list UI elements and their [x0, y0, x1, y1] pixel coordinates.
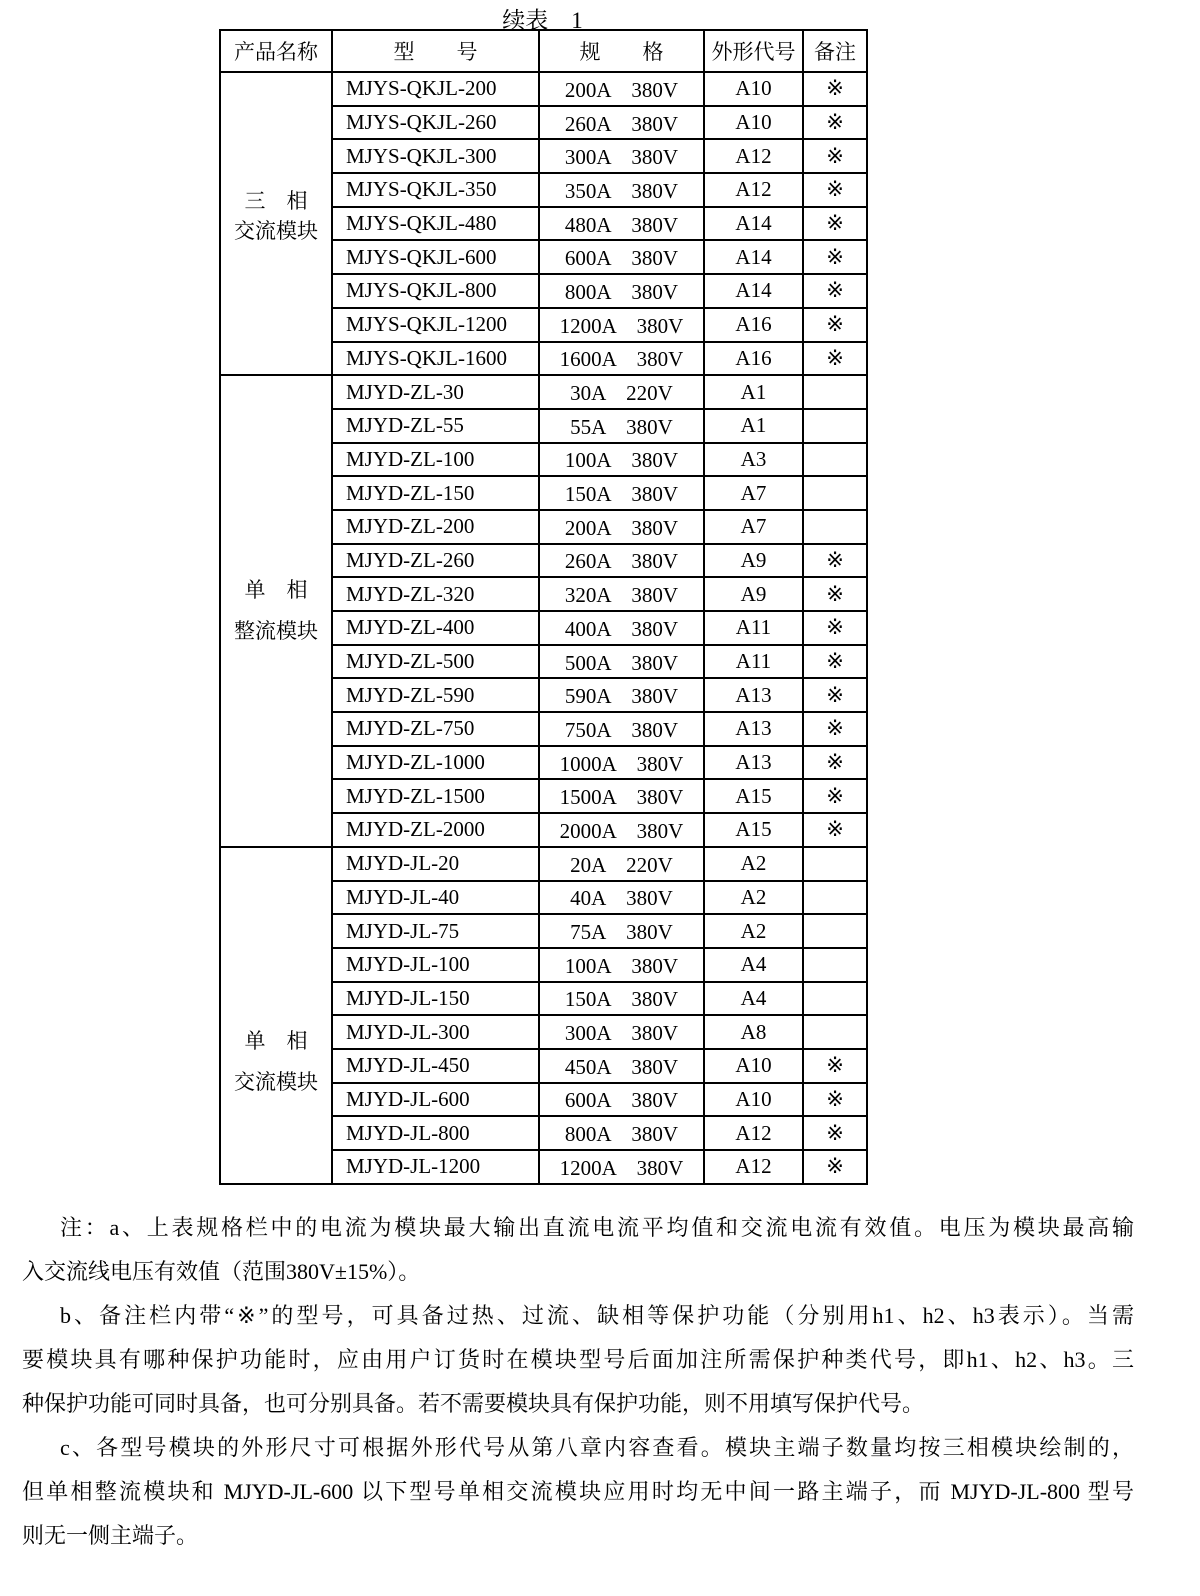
- model-cell: MJYD-ZL-2000: [332, 813, 539, 847]
- table-row: [220, 72, 867, 106]
- product-name-label: [221, 570, 331, 652]
- shape-code-cell: A1: [704, 409, 803, 443]
- product-name-cell: [220, 847, 332, 1184]
- model-cell: MJYS-QKJL-480: [332, 207, 539, 241]
- spec-cell: 320A 380V: [539, 577, 704, 611]
- spec-cell: 150A 380V: [539, 476, 704, 510]
- product-name-line: 交流模块: [234, 1070, 318, 1095]
- note-paragraph-2-line-0: c、各型号模块的外形尺寸可根据外形代号从第八章内容查看。模块主端子数量均按三相模块绘制的，: [60, 1435, 1134, 1460]
- spec-cell: 150A 380V: [539, 982, 704, 1016]
- model-cell: MJYS-QKJL-1200: [332, 308, 539, 342]
- remark-cell: ※: [803, 678, 867, 712]
- shape-code-cell: A13: [704, 712, 803, 746]
- shape-code-cell: A14: [704, 240, 803, 274]
- shape-code-cell: A2: [704, 914, 803, 948]
- shape-code-cell: A8: [704, 1015, 803, 1049]
- shape-code-cell: A10: [704, 72, 803, 106]
- remark-cell: ※: [803, 577, 867, 611]
- remark-cell: [803, 476, 867, 510]
- model-cell: MJYD-ZL-1500: [332, 779, 539, 813]
- spec-cell: 260A 380V: [539, 106, 704, 140]
- remark-cell: ※: [803, 544, 867, 578]
- spec-cell: 1200A 380V: [539, 308, 704, 342]
- spec-cell: 800A 380V: [539, 1116, 704, 1150]
- remark-cell: [803, 982, 867, 1016]
- spec-cell: 55A 380V: [539, 409, 704, 443]
- shape-code-cell: A4: [704, 982, 803, 1016]
- shape-code-cell: A10: [704, 1083, 803, 1117]
- shape-code-cell: A9: [704, 577, 803, 611]
- model-cell: MJYD-ZL-400: [332, 611, 539, 645]
- shape-code-cell: A11: [704, 611, 803, 645]
- remark-cell: [803, 847, 867, 881]
- shape-code-cell: A3: [704, 443, 803, 477]
- shape-code-cell: A15: [704, 779, 803, 813]
- remark-cell: ※: [803, 207, 867, 241]
- shape-code-cell: A12: [704, 139, 803, 173]
- spec-cell: 2000A 380V: [539, 813, 704, 847]
- note-paragraph-1-line-1: 要模块具有哪种保护功能时，应由用户订货时在模块型号后面加注所需保护种类代号，即h1、h2、h3。三: [22, 1347, 1134, 1372]
- model-cell: MJYD-JL-150: [332, 982, 539, 1016]
- shape-code-cell: A12: [704, 1150, 803, 1184]
- remark-cell: [803, 375, 867, 409]
- shape-code-cell: A9: [704, 544, 803, 578]
- spec-cell: 40A 380V: [539, 881, 704, 915]
- spec-cell: 20A 220V: [539, 847, 704, 881]
- model-cell: MJYD-ZL-750: [332, 712, 539, 746]
- shape-code-cell: A16: [704, 342, 803, 376]
- model-cell: MJYD-ZL-100: [332, 443, 539, 477]
- remark-cell: ※: [803, 1150, 867, 1184]
- spec-cell: 300A 380V: [539, 139, 704, 173]
- model-cell: MJYD-JL-300: [332, 1015, 539, 1049]
- shape-code-cell: A10: [704, 1049, 803, 1083]
- remark-cell: ※: [803, 240, 867, 274]
- remark-cell: ※: [803, 1116, 867, 1150]
- model-cell: MJYD-ZL-55: [332, 409, 539, 443]
- table-header: [220, 30, 867, 72]
- product-name-label: [221, 186, 331, 246]
- column-header-0: 产品名称: [220, 30, 332, 72]
- shape-code-cell: A15: [704, 813, 803, 847]
- column-header-2: 规 格: [539, 30, 704, 72]
- product-name-label: [221, 1021, 331, 1103]
- shape-code-cell: A14: [704, 207, 803, 241]
- spec-cell: 480A 380V: [539, 207, 704, 241]
- remark-cell: ※: [803, 106, 867, 140]
- spec-cell: 600A 380V: [539, 240, 704, 274]
- model-cell: MJYD-ZL-590: [332, 678, 539, 712]
- model-cell: MJYD-JL-75: [332, 914, 539, 948]
- remark-cell: ※: [803, 274, 867, 308]
- table-body: [220, 72, 867, 1184]
- model-cell: MJYD-ZL-150: [332, 476, 539, 510]
- table-row: [220, 847, 867, 881]
- product-name-line: 单 相: [244, 578, 308, 602]
- spec-cell: 30A 220V: [539, 375, 704, 409]
- product-spec-table: [219, 29, 868, 1185]
- header-row: [220, 30, 867, 72]
- model-cell: MJYD-ZL-200: [332, 510, 539, 544]
- remark-cell: [803, 914, 867, 948]
- remark-cell: ※: [803, 139, 867, 173]
- shape-code-cell: A14: [704, 274, 803, 308]
- model-cell: MJYD-JL-1200: [332, 1150, 539, 1184]
- shape-code-cell: A11: [704, 645, 803, 679]
- spec-cell: 100A 380V: [539, 948, 704, 982]
- spec-cell: 450A 380V: [539, 1049, 704, 1083]
- remark-cell: [803, 881, 867, 915]
- spec-cell: 200A 380V: [539, 510, 704, 544]
- remark-cell: [803, 1015, 867, 1049]
- model-cell: MJYS-QKJL-300: [332, 139, 539, 173]
- shape-code-cell: A13: [704, 678, 803, 712]
- remark-cell: ※: [803, 1049, 867, 1083]
- note-paragraph-0-line-1: 入交流线电压有效值（范围380V±15%）。: [22, 1259, 421, 1284]
- shape-code-cell: A2: [704, 847, 803, 881]
- spec-cell: 500A 380V: [539, 645, 704, 679]
- remark-cell: ※: [803, 645, 867, 679]
- remark-cell: ※: [803, 173, 867, 207]
- model-cell: MJYS-QKJL-800: [332, 274, 539, 308]
- model-cell: MJYS-QKJL-260: [332, 106, 539, 140]
- remark-cell: ※: [803, 779, 867, 813]
- remark-cell: [803, 948, 867, 982]
- product-name-cell: [220, 375, 332, 847]
- model-cell: MJYD-JL-600: [332, 1083, 539, 1117]
- column-header-4: 备注: [803, 30, 867, 72]
- page-title: 续表 1: [502, 8, 583, 33]
- spec-cell: 1500A 380V: [539, 779, 704, 813]
- shape-code-cell: A10: [704, 106, 803, 140]
- product-name-line: 单 相: [244, 1029, 308, 1054]
- model-cell: MJYD-ZL-500: [332, 645, 539, 679]
- remark-cell: ※: [803, 308, 867, 342]
- shape-code-cell: A12: [704, 1116, 803, 1150]
- remark-cell: ※: [803, 72, 867, 106]
- model-cell: MJYS-QKJL-1600: [332, 342, 539, 376]
- model-cell: MJYD-JL-40: [332, 881, 539, 915]
- note-paragraph-2-line-2: 则无一侧主端子。: [22, 1523, 199, 1548]
- spec-cell: 300A 380V: [539, 1015, 704, 1049]
- spec-cell: 200A 380V: [539, 72, 704, 106]
- spec-cell: 800A 380V: [539, 274, 704, 308]
- note-paragraph-1-line-0: b、备注栏内带“※”的型号，可具备过热、过流、缺相等保护功能（分别用h1、h2、h3表示）。当需: [60, 1303, 1134, 1328]
- column-header-1: 型 号: [332, 30, 539, 72]
- shape-code-cell: A2: [704, 881, 803, 915]
- model-cell: MJYD-JL-800: [332, 1116, 539, 1150]
- remark-cell: [803, 443, 867, 477]
- product-name-line: 交流模块: [234, 218, 318, 243]
- spec-cell: 750A 380V: [539, 712, 704, 746]
- model-cell: MJYD-ZL-320: [332, 577, 539, 611]
- column-header-3: 外形代号: [704, 30, 803, 72]
- shape-code-cell: A13: [704, 746, 803, 780]
- model-cell: MJYS-QKJL-600: [332, 240, 539, 274]
- spec-cell: 1600A 380V: [539, 342, 704, 376]
- model-cell: MJYD-ZL-1000: [332, 746, 539, 780]
- remark-cell: ※: [803, 712, 867, 746]
- remark-cell: [803, 510, 867, 544]
- table-row: [220, 375, 867, 409]
- model-cell: MJYD-JL-20: [332, 847, 539, 881]
- spec-cell: 350A 380V: [539, 173, 704, 207]
- spec-cell: 1000A 380V: [539, 746, 704, 780]
- model-cell: MJYS-QKJL-350: [332, 173, 539, 207]
- spec-cell: 590A 380V: [539, 678, 704, 712]
- model-cell: MJYD-JL-100: [332, 948, 539, 982]
- note-paragraph-2-line-1: 但单相整流模块和 MJYD-JL-600 以下型号单相交流模块应用时均无中间一路主端子，而 MJYD-JL-800 型号: [22, 1479, 1134, 1504]
- model-cell: MJYD-ZL-260: [332, 544, 539, 578]
- remark-cell: ※: [803, 746, 867, 780]
- shape-code-cell: A1: [704, 375, 803, 409]
- notes-section: [22, 1206, 1134, 1558]
- spec-cell: 75A 380V: [539, 914, 704, 948]
- product-name-line: 三 相: [244, 188, 308, 213]
- shape-code-cell: A16: [704, 308, 803, 342]
- model-cell: MJYD-JL-450: [332, 1049, 539, 1083]
- remark-cell: [803, 409, 867, 443]
- shape-code-cell: A4: [704, 948, 803, 982]
- shape-code-cell: A12: [704, 173, 803, 207]
- shape-code-cell: A7: [704, 510, 803, 544]
- shape-code-cell: A7: [704, 476, 803, 510]
- product-name-cell: [220, 72, 332, 375]
- spec-cell: 1200A 380V: [539, 1150, 704, 1184]
- note-paragraph-1-line-2: 种保护功能可同时具备，也可分别具备。若不需要模块具有保护功能，则不用填写保护代号。: [22, 1391, 925, 1416]
- remark-cell: ※: [803, 611, 867, 645]
- note-paragraph-0-line-0: 注：a、上表规格栏中的电流为模块最大输出直流电流平均值和交流电流有效值。电压为模块最高输: [60, 1215, 1134, 1240]
- product-name-line: 整流模块: [234, 619, 318, 643]
- remark-cell: ※: [803, 1083, 867, 1117]
- spec-cell: 600A 380V: [539, 1083, 704, 1117]
- remark-cell: ※: [803, 813, 867, 847]
- spec-cell: 100A 380V: [539, 443, 704, 477]
- model-cell: MJYS-QKJL-200: [332, 72, 539, 106]
- model-cell: MJYD-ZL-30: [332, 375, 539, 409]
- spec-cell: 260A 380V: [539, 544, 704, 578]
- spec-cell: 400A 380V: [539, 611, 704, 645]
- remark-cell: ※: [803, 342, 867, 376]
